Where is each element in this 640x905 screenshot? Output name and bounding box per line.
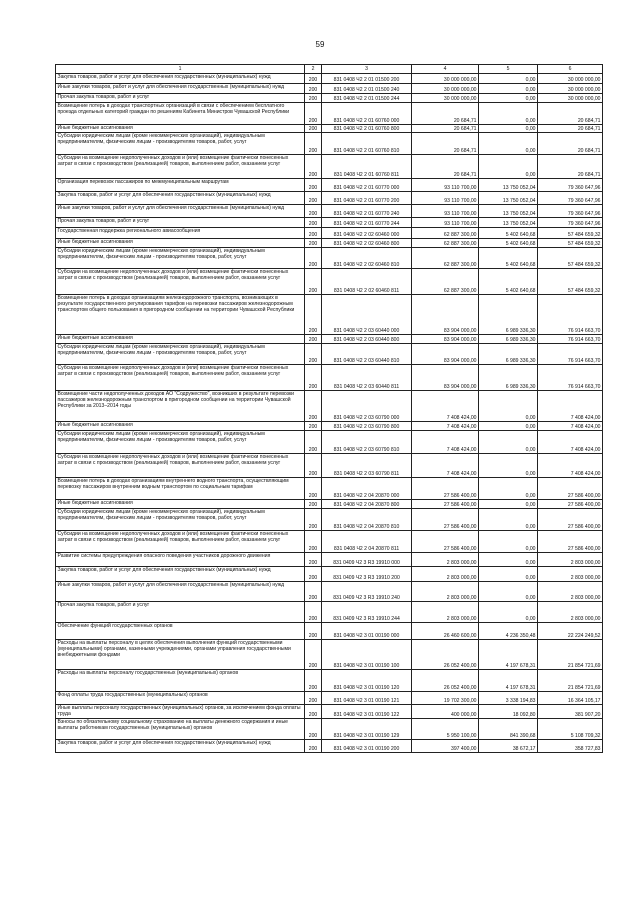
row-grbs-cell: 200: [305, 205, 322, 218]
row-grbs-cell: 200: [305, 509, 322, 531]
row-fact-cell: 0,00: [479, 602, 538, 623]
row-grbs-cell: 200: [305, 623, 322, 640]
row-plan-cell: 30 000 000,00: [412, 84, 479, 94]
row-grbs-cell: 200: [305, 335, 322, 344]
row-plan-cell: 397 400,00: [412, 740, 479, 753]
row-grbs-cell: 200: [305, 670, 322, 692]
row-rest-cell: 76 914 663,70: [538, 335, 603, 344]
row-name-cell: Субсидии юридическим лицам (кроме некоммерческих организаций), индивидуальным предпринимателям, физическим лицам - производителям товаров, работ, услуг: [56, 431, 305, 454]
table-row: [56, 692, 603, 705]
row-plan-cell: 27 586 400,00: [412, 509, 479, 531]
row-name-cell: Субсидии юридическим лицам (кроме некоммерческих организаций), индивидуальным предпринимателям, физическим лицам - производителям товаров, работ, услуг: [56, 344, 305, 365]
row-rest-cell: 30 000 000,00: [538, 84, 603, 94]
row-grbs-cell: 200: [305, 454, 322, 478]
table-row: [56, 705, 603, 719]
row-rest-cell: 79 360 647,96: [538, 218, 603, 228]
row-fact-cell: 4 236 350,48: [479, 623, 538, 640]
row-plan-cell: 20 684,71: [412, 155, 479, 179]
table-row: [56, 391, 603, 422]
table-row: [56, 335, 603, 344]
row-name-cell: Фонд оплаты труда государственных (муниципальных) органов: [56, 692, 305, 705]
row-plan-cell: 2 803 000,00: [412, 582, 479, 602]
column-header: 2: [305, 65, 322, 74]
row-plan-cell: 7 408 424,00: [412, 391, 479, 422]
row-plan-cell: 20 684,71: [412, 103, 479, 125]
row-code-cell: 831 0408 Ч2 2 02 60460 811: [322, 269, 412, 295]
row-rest-cell: 20 684,71: [538, 125, 603, 133]
row-plan-cell: 27 586 400,00: [412, 531, 479, 553]
row-fact-cell: 5 402 640,68: [479, 239, 538, 248]
row-name-cell: Иные закупки товаров, работ и услуг для обеспечения государственных (муниципальных) нужд: [56, 582, 305, 602]
table-row: [56, 500, 603, 509]
row-grbs-cell: 200: [305, 391, 322, 422]
row-grbs-cell: 200: [305, 269, 322, 295]
row-grbs-cell: 200: [305, 74, 322, 84]
row-code-cell: 831 0409 Ч2 3 R3 19910 244: [322, 602, 412, 623]
row-name-cell: Иные закупки товаров, работ и услуг для обеспечения государственных (муниципальных) нужд: [56, 84, 305, 94]
row-fact-cell: 6 989 336,30: [479, 344, 538, 365]
row-name-cell: Прочая закупка товаров, работ и услуг: [56, 602, 305, 623]
row-rest-cell: 381 907,20: [538, 705, 603, 719]
row-rest-cell: 2 803 000,00: [538, 567, 603, 582]
table-row: [56, 670, 603, 692]
row-fact-cell: 0,00: [479, 478, 538, 500]
row-fact-cell: 0,00: [479, 84, 538, 94]
row-grbs-cell: 200: [305, 239, 322, 248]
row-fact-cell: 13 750 052,04: [479, 192, 538, 205]
row-rest-cell: 2 803 000,00: [538, 602, 603, 623]
row-plan-cell: 93 110 700,00: [412, 179, 479, 192]
row-name-cell: Иные выплаты персоналу государственных (муниципальных) органов, за исключением фонда оплаты труда: [56, 705, 305, 719]
table-row: [56, 179, 603, 192]
row-name-cell: Субсидии на возмещение недополученных доходов и (или) возмещение фактически понесенных затрат в связи с производством (реализацией) товаров, выполнением работ, оказанием услуг: [56, 155, 305, 179]
header-row: [56, 65, 603, 74]
row-plan-cell: 20 684,71: [412, 133, 479, 155]
row-rest-cell: 7 408 424,00: [538, 454, 603, 478]
row-name-cell: Прочая закупка товаров, работ и услуг: [56, 218, 305, 228]
row-fact-cell: 13 750 052,04: [479, 205, 538, 218]
table-row: [56, 454, 603, 478]
table-row: [56, 478, 603, 500]
row-grbs-cell: 200: [305, 531, 322, 553]
row-grbs-cell: 200: [305, 125, 322, 133]
row-grbs-cell: 200: [305, 740, 322, 753]
row-name-cell: Возмещение потерь в доходах транспортных организаций в связи с обеспечением бесплатного проезда отдельных категорий граждан по решениям Кабинета Министров Чувашской Республики: [56, 103, 305, 125]
row-grbs-cell: 200: [305, 431, 322, 454]
row-code-cell: 831 0408 Ч2 3 01 00190 100: [322, 640, 412, 670]
row-rest-cell: 20 684,71: [538, 103, 603, 125]
table-row: [56, 623, 603, 640]
table-row: [56, 740, 603, 753]
table-row: [56, 295, 603, 335]
row-fact-cell: 6 989 336,30: [479, 335, 538, 344]
table-row: [56, 602, 603, 623]
row-name-cell: Прочая закупка товаров, работ и услуг: [56, 94, 305, 103]
row-code-cell: 831 0408 Ч2 2 01 60760 800: [322, 125, 412, 133]
row-code-cell: 831 0408 Ч2 2 01 01500 240: [322, 84, 412, 94]
row-code-cell: 831 0408 Ч2 2 03 60790 811: [322, 454, 412, 478]
row-name-cell: Иные бюджетные ассигнования: [56, 239, 305, 248]
row-name-cell: Закупка товаров, работ и услуг для обеспечения государственных (муниципальных) нужд: [56, 567, 305, 582]
row-fact-cell: 0,00: [479, 422, 538, 431]
row-rest-cell: 76 914 663,70: [538, 344, 603, 365]
row-rest-cell: 20 684,71: [538, 133, 603, 155]
row-rest-cell: 22 224 249,52: [538, 623, 603, 640]
row-fact-cell: 0,00: [479, 133, 538, 155]
row-rest-cell: 27 586 400,00: [538, 500, 603, 509]
row-name-cell: Субсидии на возмещение недополученных доходов и (или) возмещение фактически понесенных затрат в связи с производством (реализацией) товаров, выполнением работ, оказанием услуг: [56, 454, 305, 478]
row-name-cell: Расходы на выплаты персоналу в целях обеспечения выполнения функций государственными (муниципальными) органами, казенными учреждениями, органами управления государственными внебюджетными фондами: [56, 640, 305, 670]
row-plan-cell: 27 586 400,00: [412, 500, 479, 509]
row-code-cell: 831 0408 Ч2 2 01 60760 810: [322, 133, 412, 155]
row-name-cell: Развитие системы предупреждения опасного поведения участников дорожного движения: [56, 553, 305, 567]
row-rest-cell: 21 854 721,69: [538, 640, 603, 670]
row-rest-cell: 20 684,71: [538, 155, 603, 179]
row-plan-cell: 83 904 000,00: [412, 365, 479, 391]
row-grbs-cell: 200: [305, 553, 322, 567]
row-grbs-cell: 200: [305, 582, 322, 602]
table-row: [56, 103, 603, 125]
row-plan-cell: 62 887 300,00: [412, 248, 479, 269]
row-rest-cell: 2 803 000,00: [538, 553, 603, 567]
row-grbs-cell: 200: [305, 192, 322, 205]
row-code-cell: 831 0409 Ч2 3 R3 19910 200: [322, 567, 412, 582]
row-rest-cell: 76 914 663,70: [538, 295, 603, 335]
row-name-cell: Закупка товаров, работ и услуг для обеспечения государственных (муниципальных) нужд: [56, 74, 305, 84]
row-code-cell: 831 0408 Ч2 3 01 00190 121: [322, 692, 412, 705]
row-fact-cell: 38 672,17: [479, 740, 538, 753]
row-plan-cell: 20 684,71: [412, 125, 479, 133]
row-grbs-cell: 200: [305, 228, 322, 239]
row-plan-cell: 7 408 424,00: [412, 454, 479, 478]
row-code-cell: 831 0408 Ч2 2 04 20870 800: [322, 500, 412, 509]
row-name-cell: Иные бюджетные ассигнования: [56, 422, 305, 431]
row-code-cell: 831 0409 Ч2 3 R3 19910 240: [322, 582, 412, 602]
row-fact-cell: 13 750 052,04: [479, 179, 538, 192]
row-rest-cell: 57 484 659,32: [538, 248, 603, 269]
table-row: [56, 248, 603, 269]
row-rest-cell: 57 484 659,32: [538, 239, 603, 248]
row-fact-cell: 0,00: [479, 74, 538, 84]
row-grbs-cell: 200: [305, 344, 322, 365]
row-plan-cell: 62 887 300,00: [412, 239, 479, 248]
table-row: [56, 422, 603, 431]
row-name-cell: Субсидии на возмещение недополученных доходов и (или) возмещение фактически понесенных затрат в связи с производством (реализацией) товаров, выполнением работ, оказанием услуг: [56, 365, 305, 391]
row-name-cell: Обеспечение функций государственных органов: [56, 623, 305, 640]
row-code-cell: 831 0408 Ч2 2 03 60440 810: [322, 344, 412, 365]
row-name-cell: Субсидии юридическим лицам (кроме некоммерческих организаций), индивидуальным предпринимателям, физическим лицам - производителям товаров, работ, услуг: [56, 133, 305, 155]
row-code-cell: 831 0408 Ч2 3 01 00190 200: [322, 740, 412, 753]
row-grbs-cell: 200: [305, 640, 322, 670]
row-grbs-cell: 200: [305, 179, 322, 192]
row-plan-cell: 30 000 000,00: [412, 94, 479, 103]
row-rest-cell: 16 364 105,17: [538, 692, 603, 705]
row-rest-cell: 27 586 400,00: [538, 478, 603, 500]
table-row: [56, 205, 603, 218]
row-plan-cell: 2 803 000,00: [412, 553, 479, 567]
row-rest-cell: 27 586 400,00: [538, 531, 603, 553]
row-grbs-cell: 200: [305, 133, 322, 155]
column-header: 1: [56, 65, 305, 74]
row-name-cell: Иные бюджетные ассигнования: [56, 335, 305, 344]
row-code-cell: 831 0408 Ч2 2 02 60460 800: [322, 239, 412, 248]
table-row: [56, 84, 603, 94]
table-row: [56, 239, 603, 248]
table-body: [56, 74, 603, 753]
row-code-cell: 831 0408 Ч2 2 01 60770 000: [322, 179, 412, 192]
row-rest-cell: 76 914 663,70: [538, 365, 603, 391]
row-fact-cell: 5 402 640,68: [479, 248, 538, 269]
row-fact-cell: 6 989 336,30: [479, 295, 538, 335]
row-rest-cell: 27 586 400,00: [538, 509, 603, 531]
row-code-cell: 831 0408 Ч2 2 03 60790 800: [322, 422, 412, 431]
row-rest-cell: 79 360 647,96: [538, 192, 603, 205]
row-name-cell: Возмещение потерь в доходах организациям внутреннего водного транспорта, осуществляющим перевозку пассажиров внутренним водным транспортом по социальным тарифам: [56, 478, 305, 500]
row-plan-cell: 93 110 700,00: [412, 205, 479, 218]
row-grbs-cell: 200: [305, 103, 322, 125]
row-plan-cell: 7 408 424,00: [412, 422, 479, 431]
row-rest-cell: 79 360 647,96: [538, 179, 603, 192]
row-code-cell: 831 0408 Ч2 2 01 01500 200: [322, 74, 412, 84]
row-grbs-cell: 200: [305, 94, 322, 103]
table-row: [56, 74, 603, 84]
row-fact-cell: 0,00: [479, 125, 538, 133]
row-code-cell: 831 0409 Ч2 3 R3 19910 000: [322, 553, 412, 567]
row-grbs-cell: 200: [305, 218, 322, 228]
row-code-cell: 831 0408 Ч2 2 01 60760 811: [322, 155, 412, 179]
row-rest-cell: 7 408 424,00: [538, 391, 603, 422]
table-row: [56, 269, 603, 295]
row-name-cell: Субсидии на возмещение недополученных доходов и (или) возмещение фактически понесенных затрат в связи с производством (реализацией) товаров, выполнением работ, оказанием услуг: [56, 531, 305, 553]
row-plan-cell: 7 408 424,00: [412, 431, 479, 454]
row-fact-cell: 5 402 640,68: [479, 228, 538, 239]
row-plan-cell: 30 000 000,00: [412, 74, 479, 84]
table-row: [56, 719, 603, 740]
row-grbs-cell: 200: [305, 155, 322, 179]
row-fact-cell: 0,00: [479, 431, 538, 454]
row-fact-cell: 0,00: [479, 155, 538, 179]
row-fact-cell: 0,00: [479, 582, 538, 602]
row-plan-cell: 19 702 300,00: [412, 692, 479, 705]
row-code-cell: 831 0408 Ч2 3 01 00190 129: [322, 719, 412, 740]
row-name-cell: Закупка товаров, работ и услуг для обеспечения государственных (муниципальных) нужд: [56, 740, 305, 753]
row-plan-cell: 26 460 600,00: [412, 623, 479, 640]
table-row: [56, 192, 603, 205]
row-fact-cell: 0,00: [479, 391, 538, 422]
row-plan-cell: 26 052 400,00: [412, 640, 479, 670]
row-fact-cell: 18 092,80: [479, 705, 538, 719]
row-rest-cell: 30 000 000,00: [538, 94, 603, 103]
row-grbs-cell: 200: [305, 248, 322, 269]
row-plan-cell: 83 904 000,00: [412, 344, 479, 365]
row-grbs-cell: 200: [305, 478, 322, 500]
row-name-cell: Иные закупки товаров, работ и услуг для обеспечения государственных (муниципальных) нужд: [56, 205, 305, 218]
row-plan-cell: 93 110 700,00: [412, 218, 479, 228]
row-code-cell: 831 0408 Ч2 2 01 60770 240: [322, 205, 412, 218]
row-fact-cell: 3 338 194,83: [479, 692, 538, 705]
table-row: [56, 94, 603, 103]
row-name-cell: Субсидии юридическим лицам (кроме некоммерческих организаций), индивидуальным предпринимателям, физическим лицам - производителям товаров, работ, услуг: [56, 509, 305, 531]
table-row: [56, 155, 603, 179]
row-name-cell: Взносы по обязательному социальному страхованию на выплаты денежного содержания и иные выплаты работникам государственных (муниципальных) органов: [56, 719, 305, 740]
row-grbs-cell: 200: [305, 567, 322, 582]
row-plan-cell: 62 887 300,00: [412, 269, 479, 295]
row-fact-cell: 4 197 678,31: [479, 640, 538, 670]
row-rest-cell: 358 727,83: [538, 740, 603, 753]
row-fact-cell: 0,00: [479, 103, 538, 125]
row-code-cell: 831 0408 Ч2 2 01 01500 244: [322, 94, 412, 103]
row-grbs-cell: 200: [305, 84, 322, 94]
row-fact-cell: 5 402 640,68: [479, 269, 538, 295]
row-rest-cell: 79 360 647,96: [538, 205, 603, 218]
row-grbs-cell: 200: [305, 422, 322, 431]
row-grbs-cell: 200: [305, 705, 322, 719]
table-row: [56, 218, 603, 228]
row-code-cell: 831 0408 Ч2 2 03 60440 000: [322, 295, 412, 335]
row-plan-cell: 62 887 300,00: [412, 228, 479, 239]
row-code-cell: 831 0408 Ч2 2 01 60760 000: [322, 103, 412, 125]
row-code-cell: 831 0408 Ч2 2 02 60460 810: [322, 248, 412, 269]
budget-table: [55, 64, 603, 753]
row-name-cell: Закупка товаров, работ и услуг для обеспечения государственных (муниципальных) нужд: [56, 192, 305, 205]
row-rest-cell: 30 000 000,00: [538, 74, 603, 84]
table-row: [56, 567, 603, 582]
row-fact-cell: 4 197 678,31: [479, 670, 538, 692]
row-name-cell: Расходы на выплаты персоналу государственных (муниципальных) органов: [56, 670, 305, 692]
row-grbs-cell: 200: [305, 365, 322, 391]
row-code-cell: 831 0408 Ч2 2 01 60770 200: [322, 192, 412, 205]
row-grbs-cell: 200: [305, 719, 322, 740]
row-name-cell: Иные бюджетные ассигнования: [56, 500, 305, 509]
table-row: [56, 344, 603, 365]
row-plan-cell: 83 904 000,00: [412, 295, 479, 335]
row-fact-cell: 0,00: [479, 531, 538, 553]
row-grbs-cell: 200: [305, 295, 322, 335]
table-row: [56, 509, 603, 531]
row-fact-cell: 0,00: [479, 500, 538, 509]
row-code-cell: 831 0408 Ч2 2 03 60790 810: [322, 431, 412, 454]
row-plan-cell: 2 803 000,00: [412, 602, 479, 623]
row-fact-cell: 6 989 336,30: [479, 365, 538, 391]
table-row: [56, 228, 603, 239]
table-row: [56, 365, 603, 391]
row-code-cell: 831 0408 Ч2 2 02 60460 000: [322, 228, 412, 239]
row-rest-cell: 57 484 659,32: [538, 269, 603, 295]
row-grbs-cell: 200: [305, 692, 322, 705]
row-fact-cell: 0,00: [479, 567, 538, 582]
row-rest-cell: 21 854 721,69: [538, 670, 603, 692]
row-fact-cell: 841 390,68: [479, 719, 538, 740]
row-name-cell: Субсидии юридическим лицам (кроме некоммерческих организаций), индивидуальным предпринимателям, физическим лицам - производителям товаров, работ, услуг: [56, 248, 305, 269]
column-header: 6: [538, 65, 603, 74]
table-row: [56, 582, 603, 602]
row-rest-cell: 7 408 424,00: [538, 422, 603, 431]
row-plan-cell: 400 000,00: [412, 705, 479, 719]
row-grbs-cell: 200: [305, 602, 322, 623]
row-code-cell: 831 0408 Ч2 2 03 60440 800: [322, 335, 412, 344]
row-fact-cell: 0,00: [479, 553, 538, 567]
row-name-cell: Возмещение части недополученных доходов АО "Содружество", возникших в результате перевозки пассажиров железнодорожным транспортом в пригородном сообщении на территории Чувашской Республики за 2013–2014 годы: [56, 391, 305, 422]
row-code-cell: 831 0408 Ч2 2 04 20870 811: [322, 531, 412, 553]
row-code-cell: 831 0408 Ч2 3 01 00190 122: [322, 705, 412, 719]
row-plan-cell: 83 904 000,00: [412, 335, 479, 344]
table-row: [56, 553, 603, 567]
row-code-cell: 831 0408 Ч2 2 03 60790 000: [322, 391, 412, 422]
row-grbs-cell: 200: [305, 500, 322, 509]
row-code-cell: 831 0408 Ч2 2 04 20870 810: [322, 509, 412, 531]
row-name-cell: Иные бюджетные ассигнования: [56, 125, 305, 133]
table-row: [56, 125, 603, 133]
row-code-cell: 831 0408 Ч2 2 03 60440 811: [322, 365, 412, 391]
row-name-cell: Государственная поддержка регионального авиасообщения: [56, 228, 305, 239]
table-row: [56, 431, 603, 454]
row-plan-cell: 26 052 400,00: [412, 670, 479, 692]
row-code-cell: 831 0408 Ч2 2 04 20870 000: [322, 478, 412, 500]
column-header: 5: [479, 65, 538, 74]
row-plan-cell: 2 803 000,00: [412, 567, 479, 582]
row-rest-cell: 7 408 424,00: [538, 431, 603, 454]
table-row: [56, 133, 603, 155]
row-code-cell: 831 0408 Ч2 3 01 00190 000: [322, 623, 412, 640]
row-plan-cell: 27 586 400,00: [412, 478, 479, 500]
row-rest-cell: 5 108 709,32: [538, 719, 603, 740]
row-name-cell: Организация перевозок пассажиров по межмуниципальным маршрутам: [56, 179, 305, 192]
row-name-cell: Возмещение потерь в доходах организациям железнодорожного транспорта, возникающих в результате государственного регулирования тарифов на перевозки пассажиров железнодорожным транспортом общего пользования в пригородном сообщении на территории Чувашской Республики: [56, 295, 305, 335]
row-plan-cell: 93 110 700,00: [412, 192, 479, 205]
column-header: 3: [322, 65, 412, 74]
table-row: [56, 531, 603, 553]
table-row: [56, 640, 603, 670]
page-number: 59: [315, 40, 325, 49]
row-fact-cell: 0,00: [479, 94, 538, 103]
row-name-cell: Субсидии на возмещение недополученных доходов и (или) возмещение фактически понесенных затрат в связи с производством (реализацией) товаров, выполнением работ, оказанием услуг: [56, 269, 305, 295]
row-code-cell: 831 0408 Ч2 2 01 60770 244: [322, 218, 412, 228]
row-fact-cell: 0,00: [479, 454, 538, 478]
row-fact-cell: 13 750 052,04: [479, 218, 538, 228]
row-rest-cell: 57 484 659,32: [538, 228, 603, 239]
row-fact-cell: 0,00: [479, 509, 538, 531]
row-rest-cell: 2 803 000,00: [538, 582, 603, 602]
row-plan-cell: 5 950 100,00: [412, 719, 479, 740]
column-header: 4: [412, 65, 479, 74]
row-code-cell: 831 0408 Ч2 3 01 00190 120: [322, 670, 412, 692]
